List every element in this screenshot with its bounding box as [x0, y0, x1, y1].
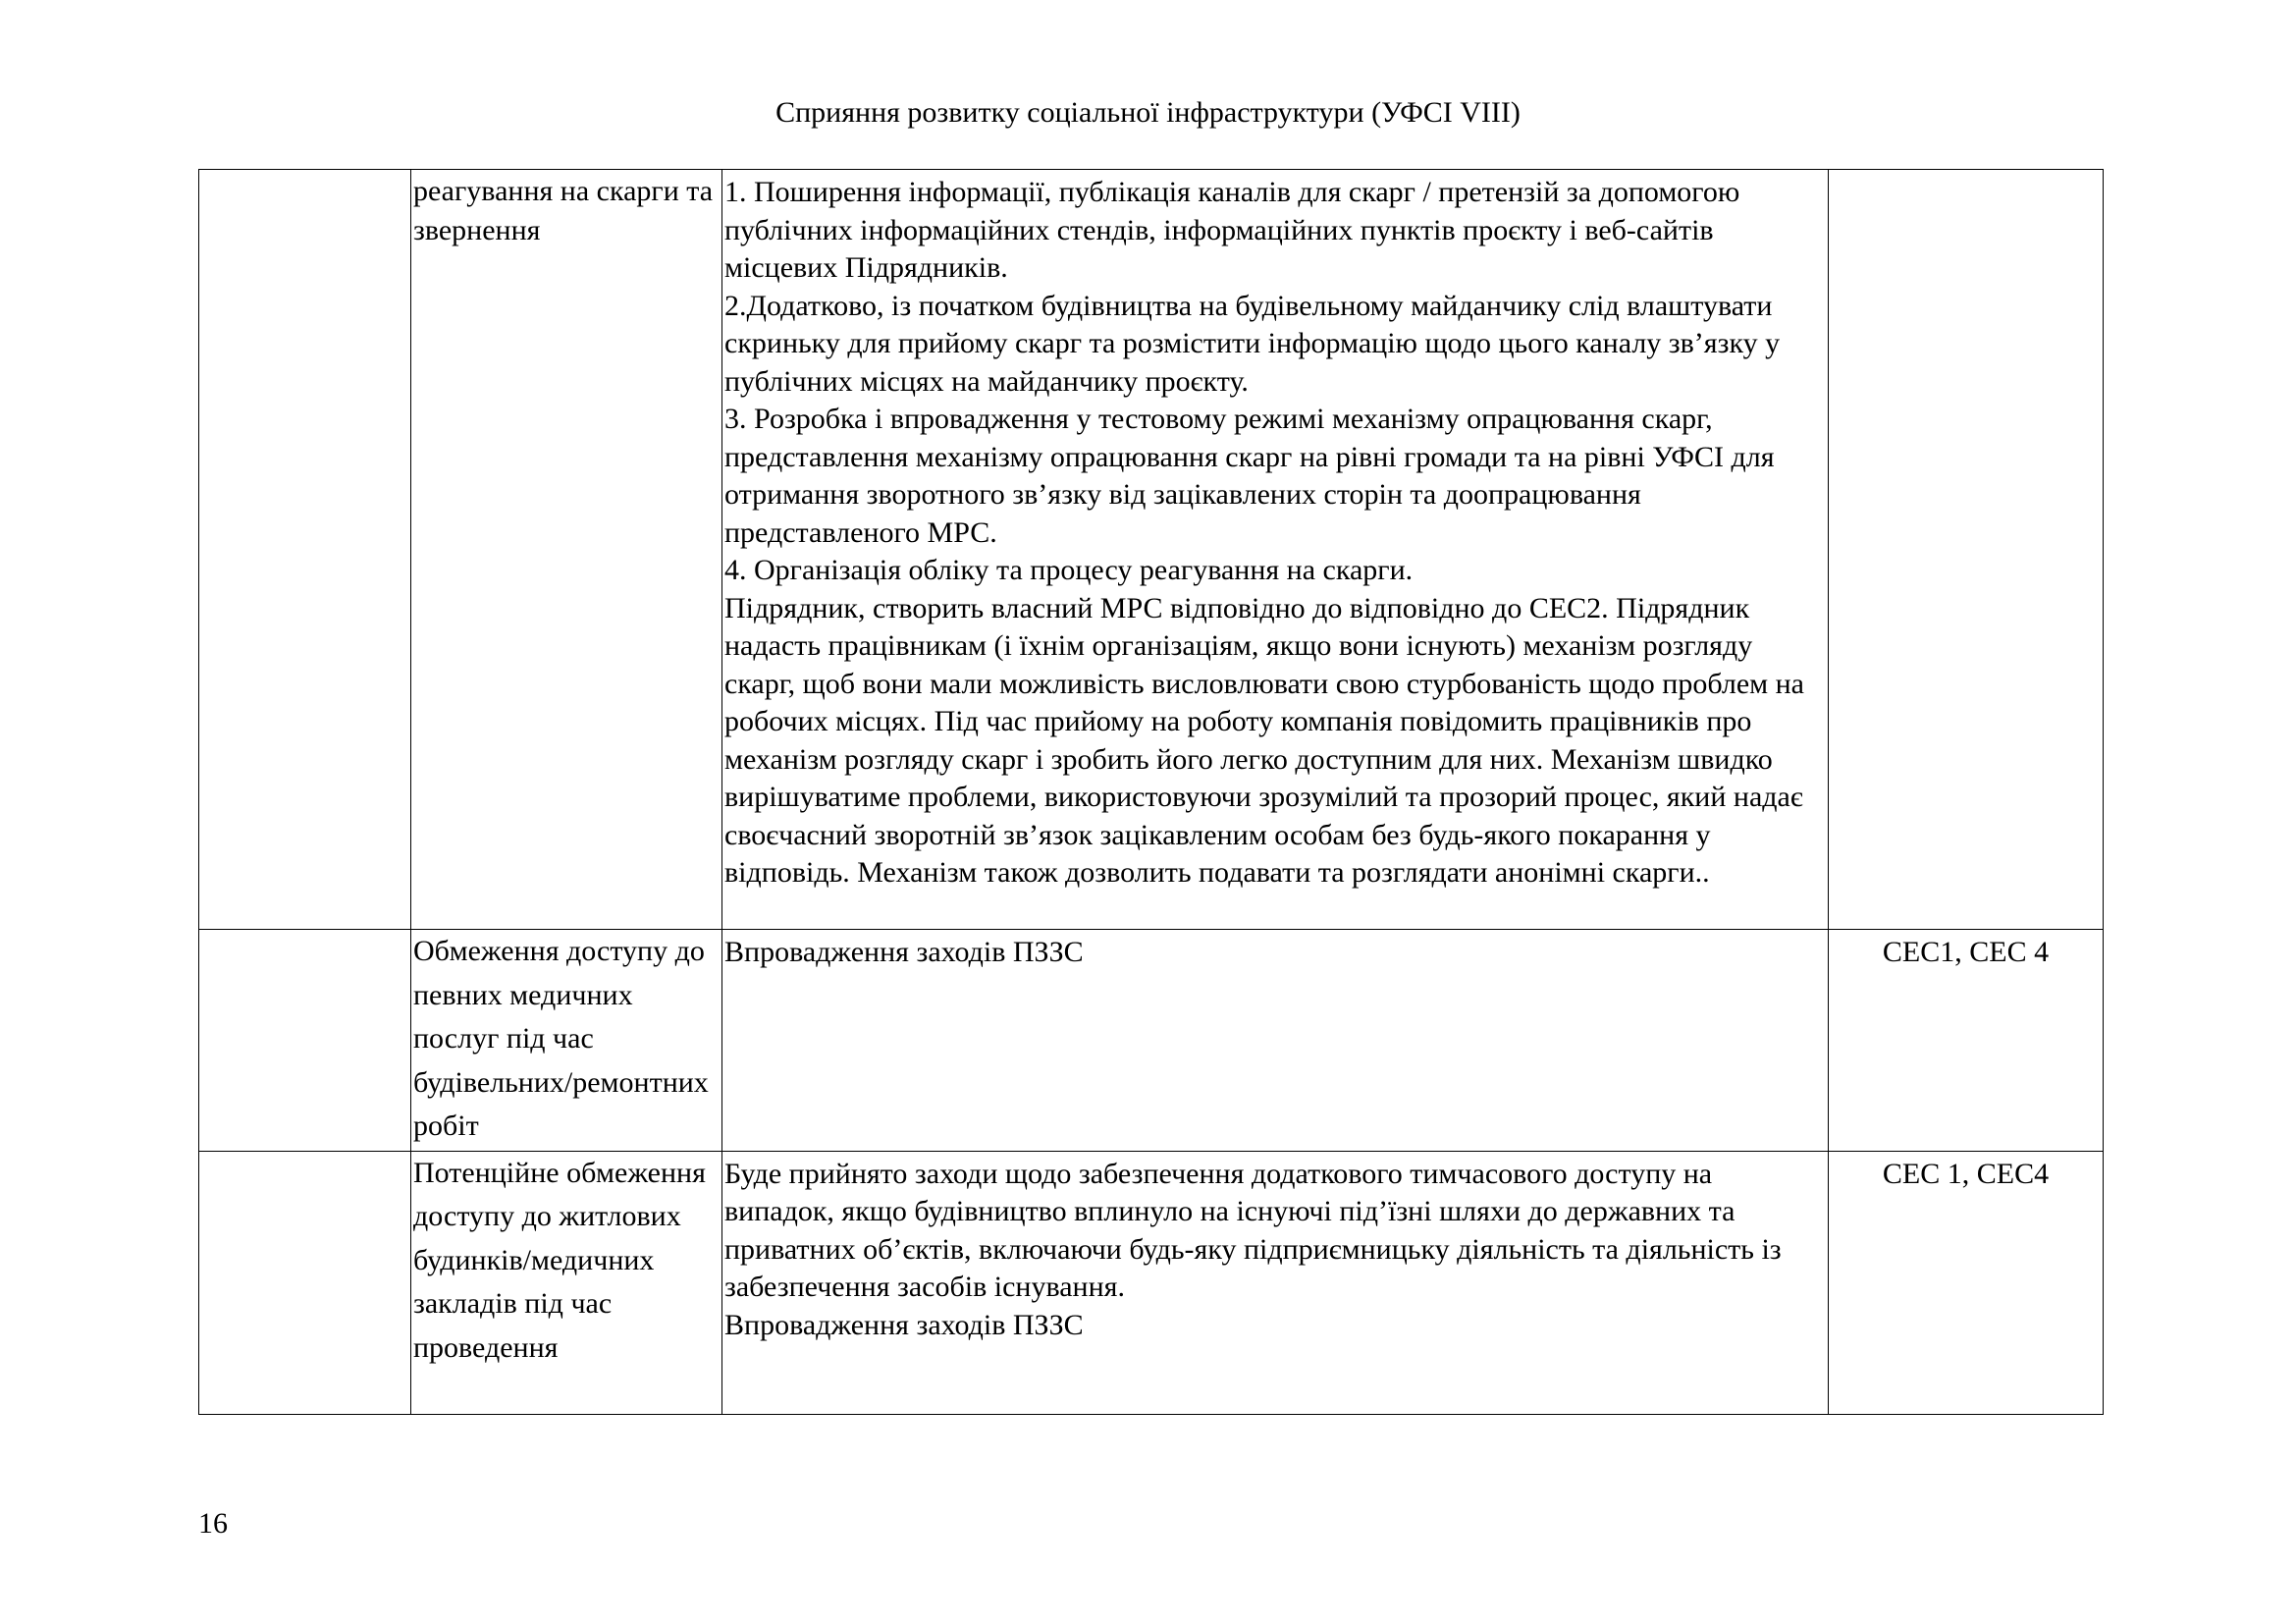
measure-paragraph: Впровадження заходів ПЗЗС — [724, 1308, 1084, 1341]
table-cell-reference: CEC 1, CEC4 — [1829, 1151, 2104, 1414]
table-cell-measures — [722, 170, 1829, 930]
table-cell-risk: реагування на скарги та звернення — [411, 170, 722, 930]
measure-paragraph: 4. Організація обліку та процесу реагування на скарги. — [724, 554, 1414, 586]
measure-paragraph: Впровадження заходів ПЗЗС — [724, 936, 1084, 968]
table-cell-empty — [199, 930, 411, 1152]
table-cell-risk: Обмеження доступу до певних медичних послуг під час будівельних/ремонтних робіт — [411, 930, 722, 1152]
measure-paragraph: Буде прийнято заходи щодо забезпечення додаткового тимчасового доступу на випадок, якщо будівництво вплинуло на існуючі під’їзні шляхи до державних та приватних об’єктів, включаючи будь-яку підприємницьку діяльність та діяльність із забезпечення засобів існування. — [724, 1157, 1782, 1303]
table-row — [199, 930, 2104, 1152]
page-number: 16 — [198, 1507, 228, 1540]
table-row — [199, 1151, 2104, 1414]
measure-paragraph: 3. Розробка і впровадження у тестовому режимі механізму опрацювання скарг, представлення механізму опрацювання скарг на рівні громади та на рівні УФСІ для отримання зворотного зв’язку від зацікавлених сторін та доопрацювання представленого МРС. — [724, 403, 1775, 549]
table-cell-measures — [722, 930, 1829, 1152]
table-cell-reference: CEC1, CEC 4 — [1829, 930, 2104, 1152]
table-cell-reference — [1829, 170, 2104, 930]
table-cell-empty — [199, 170, 411, 930]
table-row — [199, 170, 2104, 930]
measure-paragraph: Підрядник, створить власний МРС відповідно до відповідно до CEC2. Підрядник надасть працівникам (і їхнім організаціям, якщо вони існують) механізм розгляду скарг, щоб вони мали можливість висловлювати свою стурбованість щодо проблем на робочих місцях. Під час прийому на роботу компанія повідомить працівників про механізм розгляду скарг і зробить його легко доступним для них. Механізм швидко вирішуватиме проблеми, використовуючи зрозумілий та прозорий процес, який надає своєчасний зворотній зв’язок зацікавленим особам без будь-якого покарання у відповідь. Механізм також дозволить подавати та розглядати анонімні скарги.. — [724, 591, 1804, 889]
table-cell-measures — [722, 1151, 1829, 1414]
table-cell-risk: Потенційне обмеження доступу до житлових будинків/медичних закладів під час проведення — [411, 1151, 722, 1414]
table-cell-empty — [199, 1151, 411, 1414]
measure-paragraph: 1. Поширення інформації, публікація каналів для скарг / претензій за допомогою публічних інформаційних стендів, інформаційних пунктів проєкту і веб-сайтів місцевих Підрядників. — [724, 176, 1740, 284]
measure-paragraph: 2.Додатково, із початком будівництва на будівельному майданчику слід влаштувати скриньку для прийому скарг та розмістити інформацію щодо цього каналу зв’язку у публічних місцях на майданчику проєкту. — [724, 289, 1781, 398]
measures-table — [198, 169, 2104, 1415]
page-header-title: Сприяння розвитку соціальної інфраструктури (УФСІ VIII) — [775, 96, 1521, 129]
